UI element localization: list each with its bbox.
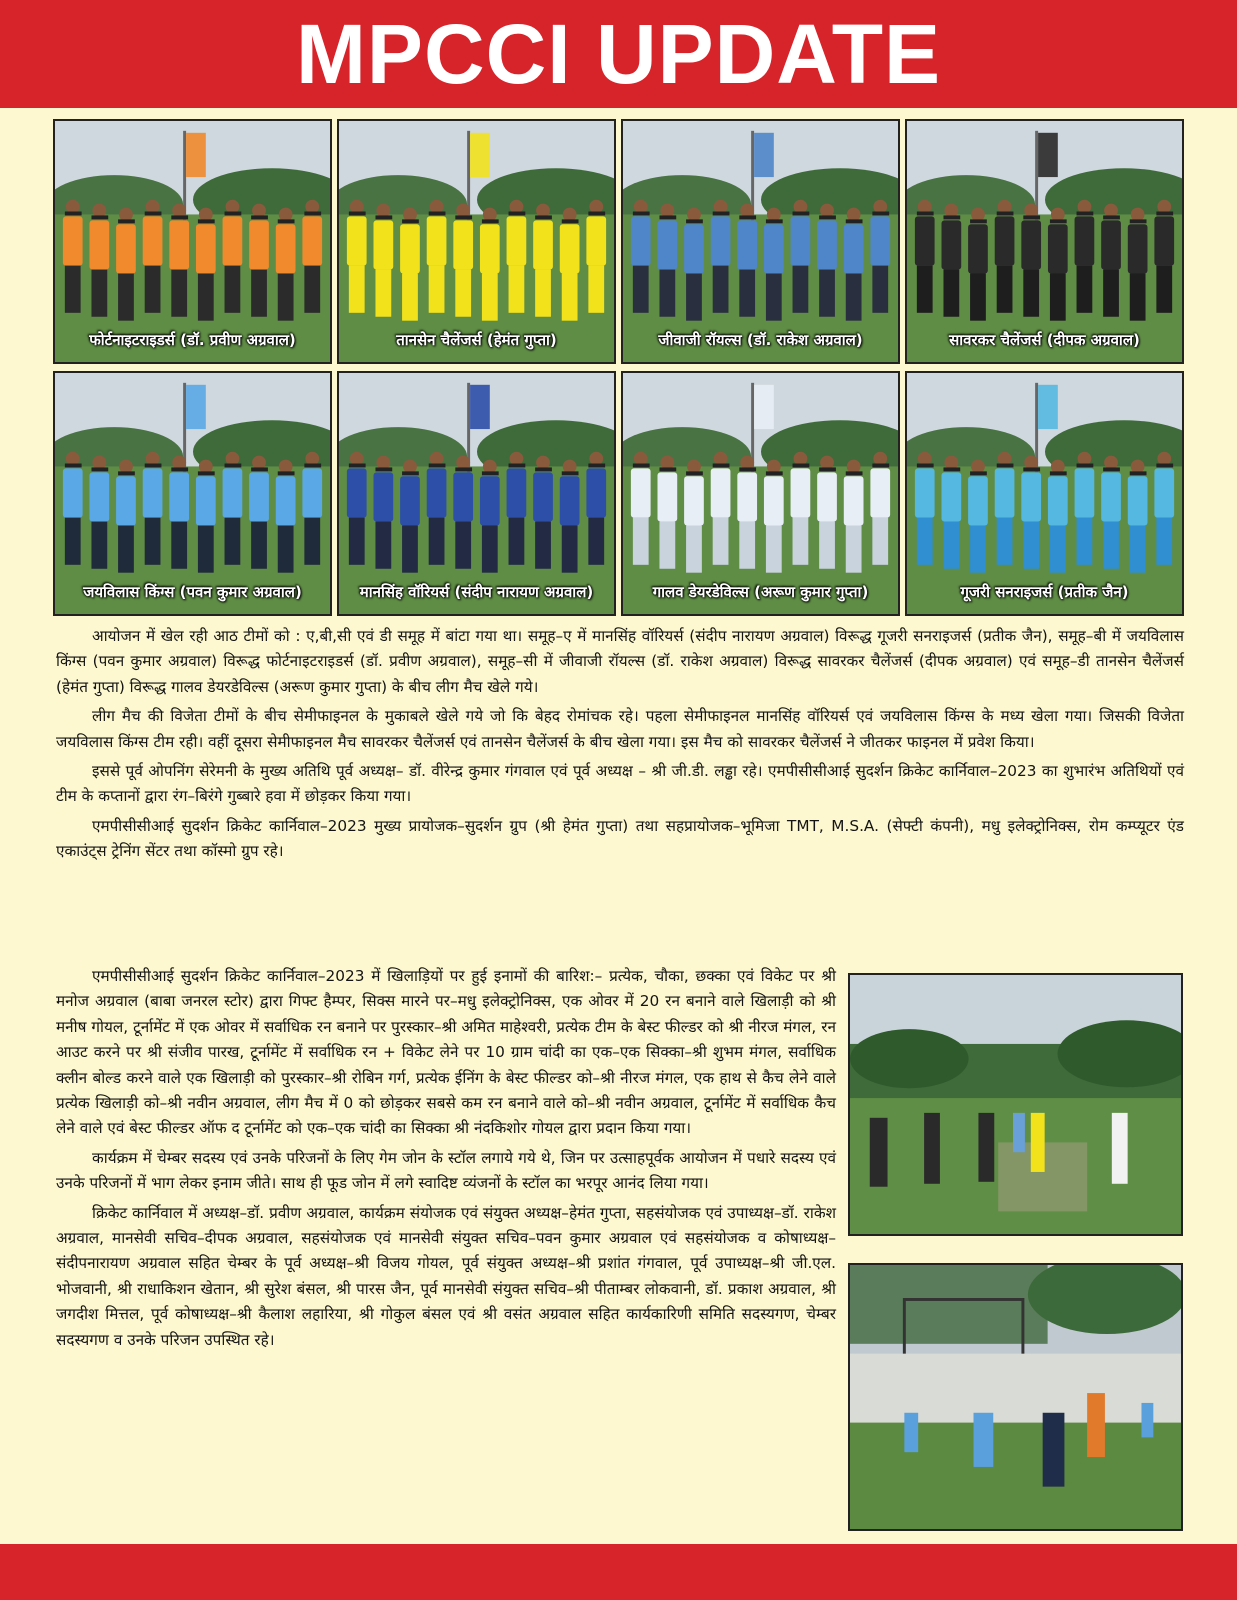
team-caption-6: मानसिंह वॉरियर्स (संदीप नारायण अग्रवाल) bbox=[359, 583, 594, 601]
team-photo-4 bbox=[905, 119, 1184, 364]
team-caption-2: तानसेन चैलेंजर्स (हेमंत गुप्ता) bbox=[396, 331, 557, 349]
team-photo-6 bbox=[337, 371, 616, 616]
team-photo-8 bbox=[905, 371, 1184, 616]
team-group-illustration bbox=[907, 121, 1182, 362]
team-photo-1 bbox=[53, 119, 332, 364]
paragraph-game-zone: कार्यक्रम में चेम्बर सदस्य एवं उनके परिजनों के लिए गेम जोन के स्टॉल लगाये गये थे, जिन पर उत्साहपूर्वक आयोजन में पधारे सदस्य एवं उनके परिजनों में भाग लेकर इनाम जीते। साथ ही फूड जोन में लगे स्वादिष्ट व्यंजनों के स्टॉल का भरपूर आनंद लिया गया। bbox=[56, 1148, 836, 1193]
team-caption-4: सावरकर चैलेंजर्स (दीपक अग्रवाल) bbox=[949, 331, 1140, 349]
match-action-illustration bbox=[850, 1265, 1181, 1529]
team-caption-7: गालव डेयरडेविल्स (अरूण कुमार गुप्ता) bbox=[652, 583, 869, 601]
team-group-illustration bbox=[623, 121, 898, 362]
team-group-illustration bbox=[907, 373, 1182, 614]
masthead-title: MPCCI UPDATE bbox=[295, 6, 942, 101]
paragraph-groups: आयोजन में खेल रही आठ टीमों को : ए,बी,सी एवं डी समूह में बांटा गया था। समूह–ए में मानसिंह वॉरियर्स (संदीप नारायण अग्रवाल) विरूद्ध गूजरी सनराइजर्स (प्रतीक जैन), समूह–बी में जयविलास किंग्स (पवन कुमार अग्रवाल) विरूद्ध फोर्टनाइटराइडर्स (डॉ. प्रवीण अग्रवाल), समूह–सी में जीवाजी रॉयल्स (डॉ. राकेश अग्रवाल) विरूद्ध सावरकर चैलेंजर्स (दीपक अग्रवाल) एवं समूह–डी तानसेन चैलेंजर्स (हेमंत गुप्ता) विरूद्ध गालव डेयरडेविल्स (अरूण कुमार गुप्ता) के बीच लीग मैच खेले गये। bbox=[56, 627, 1184, 696]
team-photo-grid bbox=[53, 119, 1185, 617]
footer-bar bbox=[0, 1544, 1237, 1600]
team-caption-3: जीवाजी रॉयल्स (डॉ. राकेश अग्रवाल) bbox=[658, 331, 863, 349]
match-action-photo bbox=[848, 1263, 1183, 1531]
toss-ceremony-illustration bbox=[850, 975, 1181, 1234]
team-group-illustration bbox=[55, 121, 330, 362]
team-group-illustration bbox=[623, 373, 898, 614]
masthead bbox=[0, 0, 1237, 108]
team-group-illustration bbox=[55, 373, 330, 614]
team-caption-8: गूजरी सनराइजर्स (प्रतीक जैन) bbox=[960, 583, 1129, 601]
article-body-top bbox=[56, 624, 1184, 869]
team-caption-5: जयविलास किंग्स (पवन कुमार अग्रवाल) bbox=[83, 583, 302, 601]
team-group-illustration bbox=[339, 373, 614, 614]
team-group-illustration bbox=[339, 121, 614, 362]
team-photo-7 bbox=[621, 371, 900, 616]
paragraph-sponsors: एमपीसीसीआई सुदर्शन क्रिकेट कार्निवाल–2023 मुख्य प्रायोजक–सुदर्शन ग्रुप (श्री हेमंत गुप्ता) तथा सहप्रायोजक–भूमिजा TMT, M.S.A. (सेफ्टी कंपनी), मधु इलेक्ट्रोनिक्स, रोम कम्प्यूटर एंड एकाउंट्स ट्रेनिंग सेंटर तथा कॉस्मो ग्रुप रहे। bbox=[56, 816, 1184, 861]
paragraph-attendees: क्रिकेट कार्निवाल में अध्यक्ष–डॉ. प्रवीण अग्रवाल, कार्यक्रम संयोजक एवं संयुक्त अध्यक्ष–हेमंत गुप्ता, सहसंयोजक एवं उपाध्यक्ष–डॉ. राकेश अग्रवाल, मानसेवी सचिव–दीपक अग्रवाल, सहसंयोजक एवं मानसेवी संयुक्त सचिव–पवन कुमार अग्रवाल एवं सहसंयोजक व कोषाध्यक्ष–संदीपनारायण अग्रवाल सहित चेम्बर के पूर्व अध्यक्ष–श्री विजय गोयल, पूर्व संयुक्त अध्यक्ष–श्री प्रशांत गंगवाल, पूर्व उपाध्यक्ष–श्री जी.एल. भोजवानी, श्री राधाकिशन खेतान, श्री सुरेश बंसल, श्री पारस जैन, पूर्व मानसेवी संयुक्त सचिव–श्री पीताम्बर लोकवानी, डॉ. प्रकाश अग्रवाल, श्री जगदीश मित्तल, पूर्व कोषाध्यक्ष–श्री कैलाश लहारिया, श्री गोकुल बंसल एवं श्री वसंत अग्रवाल सहित कार्यकारिणी समिति सदस्यगण, चेम्बर सदस्यगण व उनके परिजन उपस्थित रहे। bbox=[56, 1203, 836, 1349]
team-photo-5 bbox=[53, 371, 332, 616]
paragraph-prizes: एमपीसीसीआई सुदर्शन क्रिकेट कार्निवाल–2023 में खिलाड़ियों पर हुई इनामों की बारिश:– प्रत्येक, चौका, छक्का एवं विकेट पर श्री मनोज अग्रवाल (बाबा जनरल स्टोर) द्वारा गिफ्ट हैम्पर, सिक्स मारने पर–मधु इलेक्ट्रोनिक्स, एक ओवर में 20 रन बनाने वाले खिलाड़ी को श्री मनीष गोयल, टूर्नामेंट में एक ओवर में सर्वाधिक रन बनाने पर पुरस्कार–श्री अमित माहेश्वरी, प्रत्येक टीम के बेस्ट फील्डर को श्री नीरज मंगल, रन आउट करने पर श्री संजीव पारख, टूर्नामेंट में सर्वाधिक रन + विकेट लेने पर 10 ग्राम चांदी का एक–एक सिक्का–श्री शुभम मंगल, सर्वाधिक क्लीन बोल्ड करने वाले एक खिलाड़ी को पुरस्कार–श्री रोबिन गर्ग, प्रत्येक ईनिंग के बेस्ट फील्डर को–श्री नीरज मंगल, एक हाथ से कैच लेने वाले प्रत्येक खिलाड़ी को–श्री नवीन अग्रवाल, लीग मैच में 0 को छोड़कर सबसे कम रन बनाने वाले को–श्री नवीन अग्रवाल, टूर्नामेंट में सर्वाधिक कैच लेने वाले एवं बेस्ट फील्डर ऑफ द टूर्नामेंट को एक–एक चांदी का सिक्का श्री नंदकिशोर गोयल द्वारा प्रदान किया गया। bbox=[56, 967, 836, 1138]
team-photo-3 bbox=[621, 119, 900, 364]
paragraph-semifinals: लीग मैच की विजेता टीमों के बीच सेमीफाइनल के मुकाबले खेले गये जो कि बेहद रोमांचक रहे। पहला सेमीफाइनल मानसिंह वॉरियर्स एवं जयविलास किंग्स के मध्य खेला गया। जिसकी विजेता जयविलास किंग्स टीम रही। वहीं दूसरा सेमीफाइनल मैच सावरकर चैलेंजर्स एवं तानसेन चैलेंजर्स के बीच खेला गया। इस मैच को सावरकर चैलेंजर्स ने जीतकर फाइनल में प्रवेश किया। bbox=[56, 707, 1184, 751]
article-body-wrapped bbox=[56, 964, 836, 1357]
team-photo-2 bbox=[337, 119, 616, 364]
team-caption-1: फोर्टनाइटराइडर्स (डॉ. प्रवीण अग्रवाल) bbox=[89, 331, 296, 349]
toss-ceremony-photo bbox=[848, 973, 1183, 1236]
paragraph-opening-ceremony: इससे पूर्व ओपनिंग सेरेमनी के मुख्य अतिथि पूर्व अध्यक्ष– डॉ. वीरेन्द्र कुमार गंगवाल एवं पूर्व अध्यक्ष – श्री जी.डी. लड्ढा रहे। एमपीसीसीआई सुदर्शन क्रिकेट कार्निवाल–2023 का शुभारंभ अतिथियों एवं टीम के कप्तानों द्वारा रंग–बिरंगे गुब्बारे हवा में छोड़कर किया गया। bbox=[56, 762, 1184, 806]
